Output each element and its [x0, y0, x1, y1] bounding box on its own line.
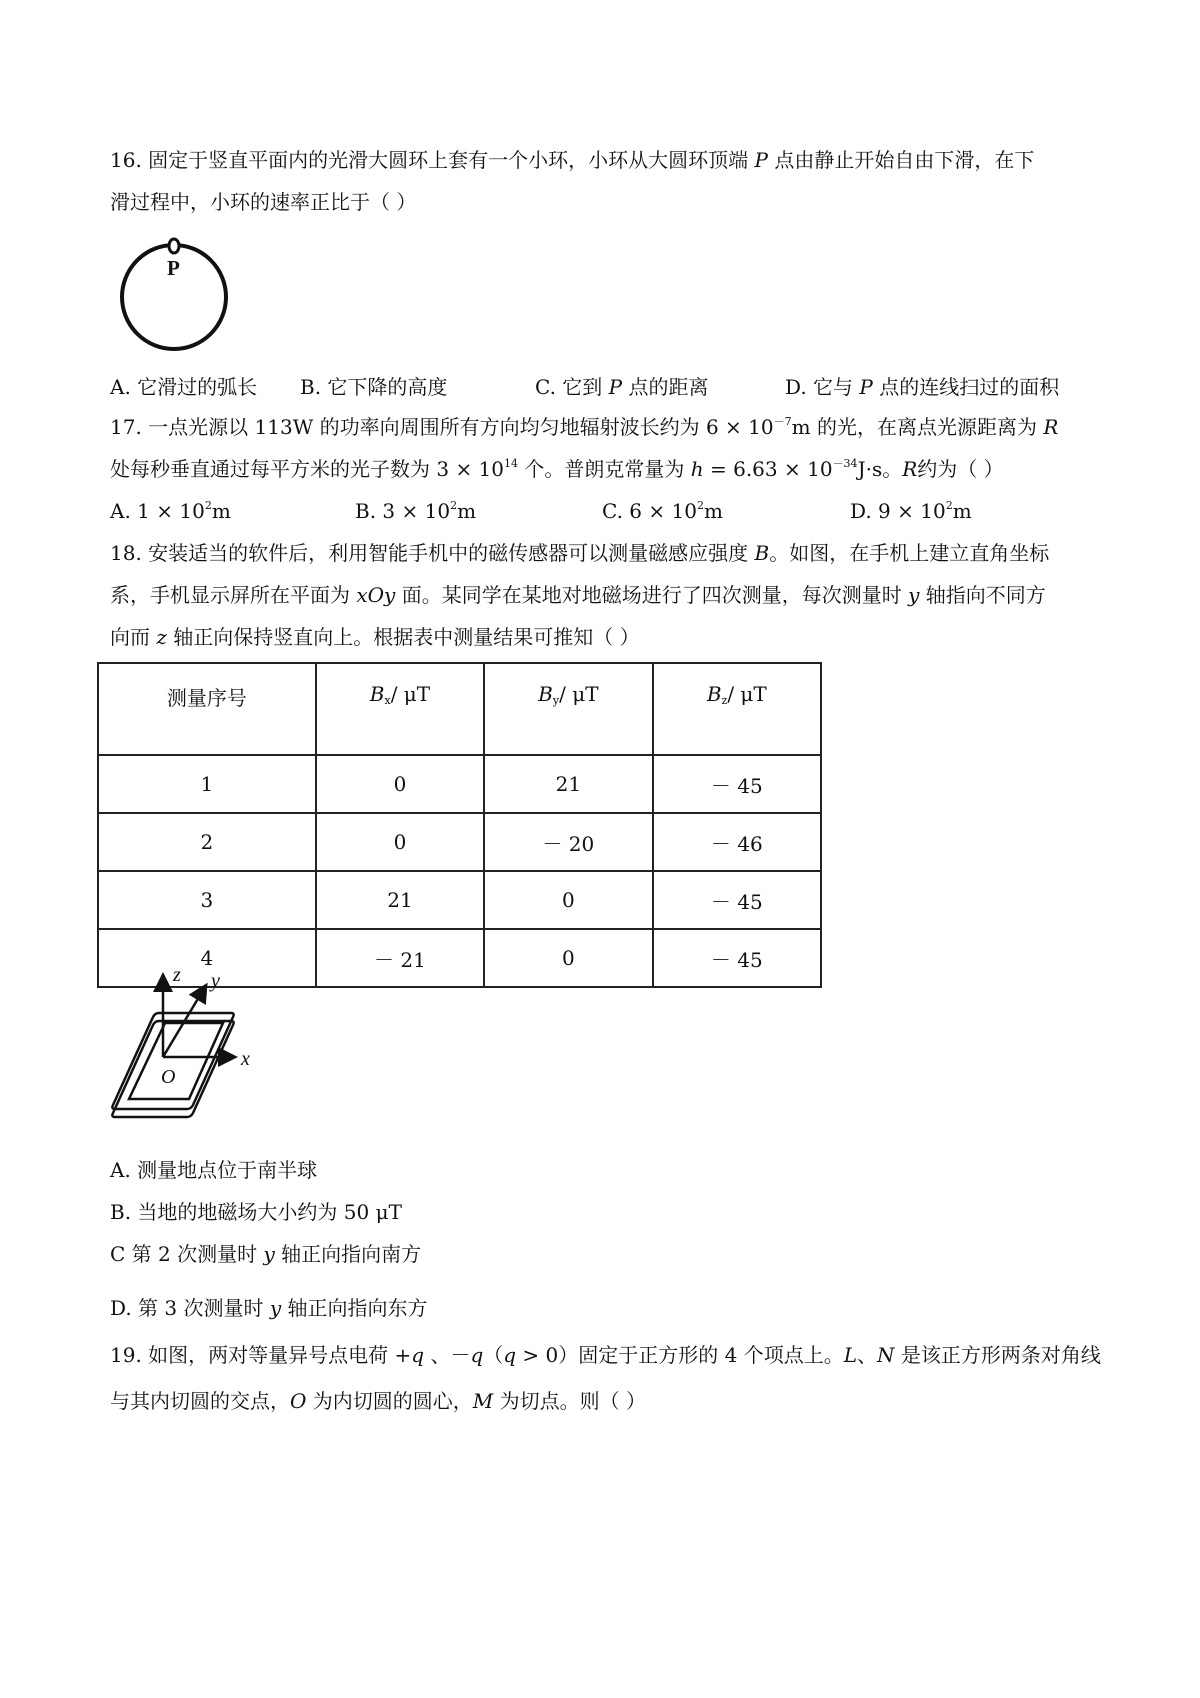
table-header-cell: $B_y/$ μT: [484, 663, 652, 755]
q17-option-d[interactable]: D. $9 \times 10^2m$: [850, 499, 972, 523]
q18-option-a[interactable]: A. 测量地点位于南半球: [110, 1158, 318, 1182]
table-cell: 0: [484, 929, 652, 987]
table-cell: － 45: [653, 871, 821, 929]
table-header-cell: $B_x/$ μT: [316, 663, 484, 755]
measurement-table: [97, 662, 822, 988]
q18-stem-line-3: 向而 z 轴正向保持竖直向上。根据表中测量结果可推知（ ）: [110, 625, 640, 649]
q16-option-a[interactable]: A. 它滑过的弧长: [110, 375, 258, 399]
table-cell: 0: [484, 871, 652, 929]
table-cell: － 45: [653, 755, 821, 813]
q18-option-b[interactable]: B. 当地的地磁场大小约为 50 μT: [110, 1200, 402, 1224]
table-cell: － 21: [316, 929, 484, 987]
q18-stem-line-1: 18. 安装适当的软件后，利用智能手机中的磁传感器可以测量磁感应强度 B。如图，在手机上建立直角坐标: [110, 541, 1050, 565]
q18-stem-line-2: 系，手机显示屏所在平面为 xOy 面。某同学在某地对地磁场进行了四次测量，每次测量时 y 轴指向不同方: [110, 583, 1046, 607]
q16-option-d[interactable]: D. 它与 P 点的连线扫过的面积: [785, 375, 1060, 399]
q16-option-c[interactable]: C. 它到 P 点的距离: [535, 375, 709, 399]
table-cell: 1: [98, 755, 316, 813]
q17-stem-line-1: 17. 一点光源以 113W 的功率向周围所有方向均匀地辐射波长约为 $6 \times 10^{-7}m$ 的光，在离点光源距离为 R: [110, 415, 1059, 439]
table-cell: － 45: [653, 929, 821, 987]
table-header-cell: $B_z/$ μT: [653, 663, 821, 755]
ring-label-p: P: [167, 256, 180, 280]
table-row: [98, 871, 821, 929]
q17-option-b[interactable]: B. $3 \times 10^2m$: [355, 499, 477, 523]
table-cell: 2: [98, 813, 316, 871]
q17-stem-line-2: 处每秒垂直通过每平方米的光子数为 $3 \times 10^{14}$ 个。普朗克常量为 $h = 6.63 \times 10^{-34}J\cdot s$。R约为（ ）: [110, 457, 1004, 481]
q18-option-c[interactable]: C 第 2 次测量时 y 轴正向指向南方: [110, 1242, 422, 1266]
table-cell: 0: [316, 755, 484, 813]
small-ring-icon: [169, 239, 179, 253]
x-axis-label: x: [241, 1048, 250, 1070]
y-axis-label: y: [211, 970, 220, 992]
q17-option-a[interactable]: A. $1 \times 10^2m$: [110, 499, 231, 523]
table-cell: 21: [316, 871, 484, 929]
table-cell: 0: [316, 813, 484, 871]
table-header-cell: 测量序号: [98, 663, 316, 755]
q18-option-d[interactable]: D. 第 3 次测量时 y 轴正向指向东方: [110, 1296, 428, 1320]
table-row: [98, 813, 821, 871]
q16-stem-line-1: 16. 固定于竖直平面内的光滑大圆环上套有一个小环，小环从大圆环顶端 P 点由静止开始自由下滑，在下: [110, 148, 1035, 172]
q16-option-b[interactable]: B. 它下降的高度: [300, 375, 448, 399]
q19-stem-line-2: 与其内切圆的交点，O 为内切圆的圆心，M 为切点。则（ ）: [110, 1389, 646, 1413]
table-cell: 21: [484, 755, 652, 813]
q19-stem-line-1: 19. 如图，两对等量异号点电荷 +q 、－q（q > 0）固定于正方形的 4 个项点上。L、N 是该正方形两条对角线: [110, 1343, 1101, 1367]
table-cell: 3: [98, 871, 316, 929]
table-cell: － 20: [484, 813, 652, 871]
table-cell: － 46: [653, 813, 821, 871]
q17-option-c[interactable]: C. $6 \times 10^2m$: [602, 499, 723, 523]
table-row: [98, 755, 821, 813]
q16-stem-line-2: 滑过程中，小环的速率正比于（ ）: [110, 190, 417, 214]
origin-label: O: [161, 1066, 176, 1088]
phone-axes-figure: [105, 965, 285, 1145]
table-header-row: [98, 663, 821, 755]
ring-figure: [108, 224, 238, 354]
z-axis-label: z: [173, 965, 181, 986]
table-cell: 4: [98, 929, 316, 987]
